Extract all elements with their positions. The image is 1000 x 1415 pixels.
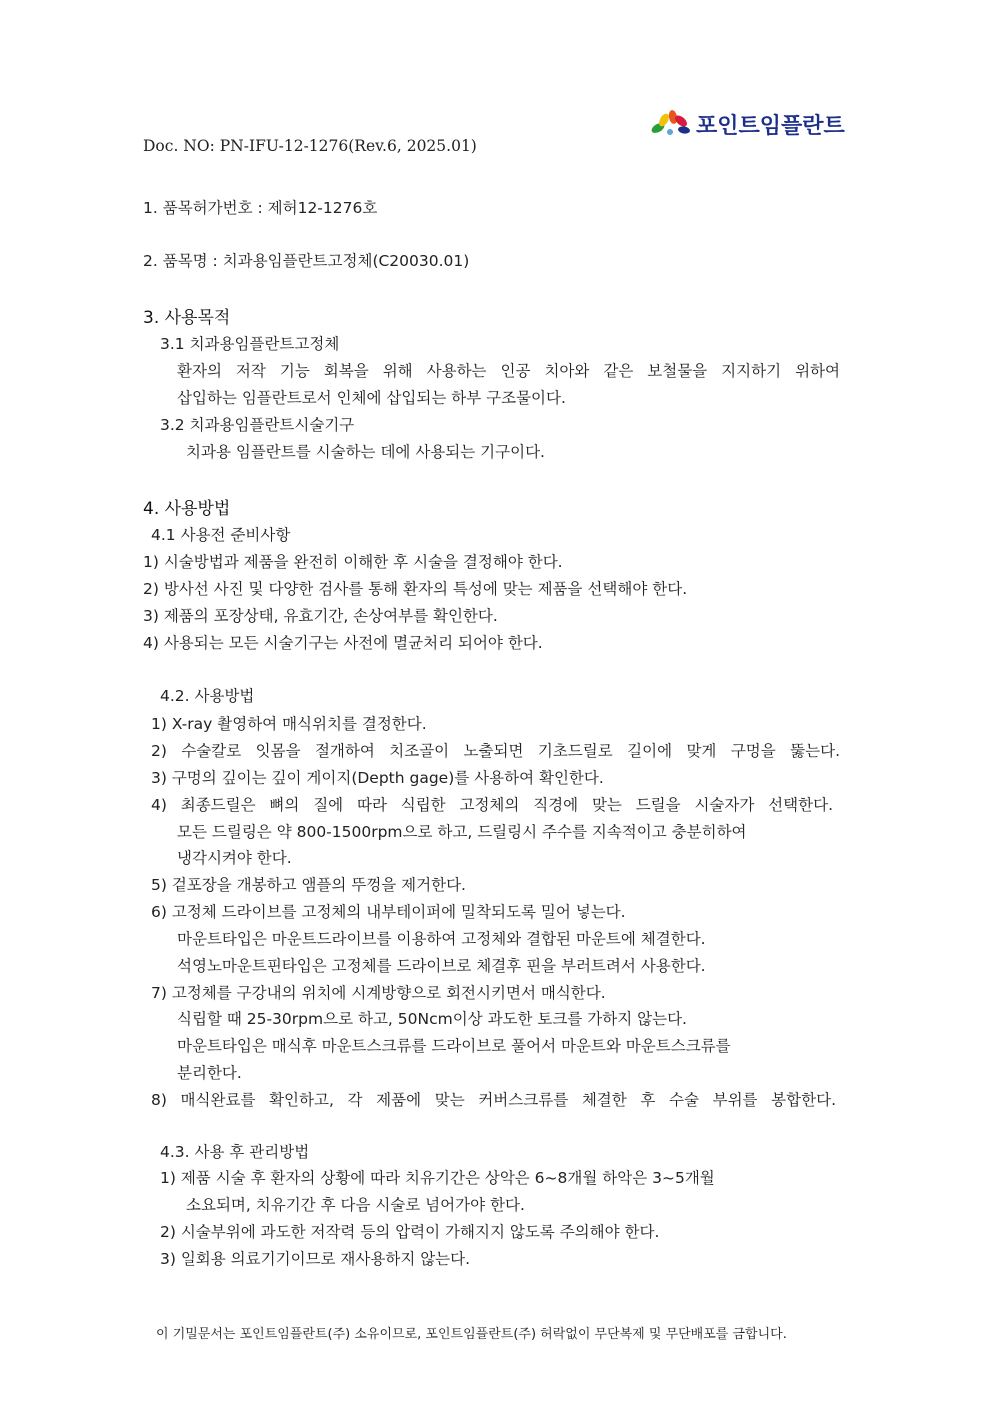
list-item-continued: 냉각시켜야 한다.	[177, 849, 292, 867]
doc-number: Doc. NO: PN-IFU-12-1276(Rev.6, 2025.01)	[143, 137, 477, 155]
logo-text: 포인트임플란트	[696, 113, 845, 139]
list-item: 1) 제품 시술 후 환자의 상황에 따라 치유기간은 상악은 6~8개월 하악은 3~5개월	[160, 1169, 715, 1187]
section-3-1-line: 환자의 저작 기능 회복을 위해 사용하는 인공 치아와 같은 보철물을 지지하기 위하여	[177, 362, 840, 380]
list-item: 2) 시술부위에 과도한 저작력 등의 압력이 가해지지 않도록 주의해야 한다.	[160, 1223, 660, 1241]
list-item-continued: 마운트타입은 마운트드라이브를 이용하여 고정체와 결합된 마운트에 체결한다.	[177, 930, 706, 948]
section-3-title: 3. 사용목적	[143, 308, 231, 328]
product-name: 2. 품목명 : 치과용임플란트고정체(C20030.01)	[143, 252, 470, 270]
company-logo	[650, 108, 845, 140]
section-3-1-title: 3.1 치과용임플란트고정체	[160, 335, 340, 353]
list-item: 3) 구멍의 깊이는 깊이 게이지(Depth gage)를 사용하여 확인한다.	[151, 769, 604, 787]
list-item: 8) 매식완료를 확인하고, 각 제품에 맞는 커버스크류를 체결한 후 수술 부위를 봉합한다.	[151, 1091, 836, 1109]
list-item: 1) 시술방법과 제품을 완전히 이해한 후 시술을 결정해야 한다.	[143, 553, 563, 571]
list-item: 5) 겉포장을 개봉하고 앰플의 뚜껑을 제거한다.	[151, 876, 466, 894]
list-item-continued: 소요되며, 치유기간 후 다음 시술로 넘어가야 한다.	[186, 1196, 525, 1214]
list-item: 2) 수술칼로 잇몸을 절개하여 치조골이 노출되면 기초드릴로 길이에 맞게 구멍을 뚫는다.	[151, 742, 840, 760]
section-3-2-title: 3.2 치과용임플란트시술기구	[160, 416, 355, 434]
list-item: 7) 고정체를 구강내의 위치에 시계방향으로 회전시키면서 매식한다.	[151, 984, 606, 1002]
section-3-2-line: 치과용 임플란트를 시술하는 데에 사용되는 기구이다.	[186, 443, 545, 461]
section-4-title: 4. 사용방법	[143, 499, 231, 519]
list-item: 3) 일회용 의료기기이므로 재사용하지 않는다.	[160, 1250, 471, 1268]
section-3-1-line: 삽입하는 임플란트로서 인체에 삽입되는 하부 구조물이다.	[177, 389, 566, 407]
section-4-1-title: 4.1 사용전 준비사항	[151, 526, 291, 544]
approval-number: 1. 품목허가번호 : 제허12-1276호	[143, 199, 378, 217]
list-item: 6) 고정체 드라이브를 고정체의 내부테이퍼에 밀착되도록 밀어 넣는다.	[151, 903, 626, 921]
list-item-continued: 모든 드릴링은 약 800-1500rpm으로 하고, 드릴링시 주수를 지속적이고 충분히하여	[177, 823, 747, 841]
list-item: 2) 방사선 사진 및 다양한 검사를 통해 환자의 특성에 맞는 제품을 선택해야 한다.	[143, 580, 688, 598]
section-4-3-title: 4.3. 사용 후 관리방법	[160, 1143, 310, 1161]
list-item: 4) 최종드릴은 뼈의 질에 따라 식립한 고정체의 직경에 맞는 드릴을 시술자가 선택한다.	[151, 796, 833, 814]
section-4-2-title: 4.2. 사용방법	[160, 687, 255, 705]
list-item-continued: 분리한다.	[177, 1064, 242, 1082]
list-item: 3) 제품의 포장상태, 유효기간, 손상여부를 확인한다.	[143, 607, 498, 625]
list-item: 1) X-ray 촬영하여 매식위치를 결정한다.	[151, 715, 427, 733]
list-item-continued: 석영노마운트핀타입은 고정체를 드라이브로 체결후 핀을 부러트려서 사용한다.	[177, 957, 706, 975]
list-item-continued: 식립할 때 25-30rpm으로 하고, 50Ncm이상 과도한 토크를 가하지 않는다.	[177, 1010, 687, 1028]
flower-petals-logo-icon	[650, 110, 690, 138]
confidentiality-footer: 이 기밀문서는 포인트임플란트(주) 소유이므로, 포인트임플란트(주) 허락없이 무단복제 및 무단배포를 금합니다.	[156, 1327, 787, 1342]
list-item-continued: 마운트타입은 매식후 마운트스크류를 드라이브로 풀어서 마운트와 마운트스크류를	[177, 1037, 731, 1055]
list-item: 4) 사용되는 모든 시술기구는 사전에 멸균처리 되어야 한다.	[143, 634, 543, 652]
